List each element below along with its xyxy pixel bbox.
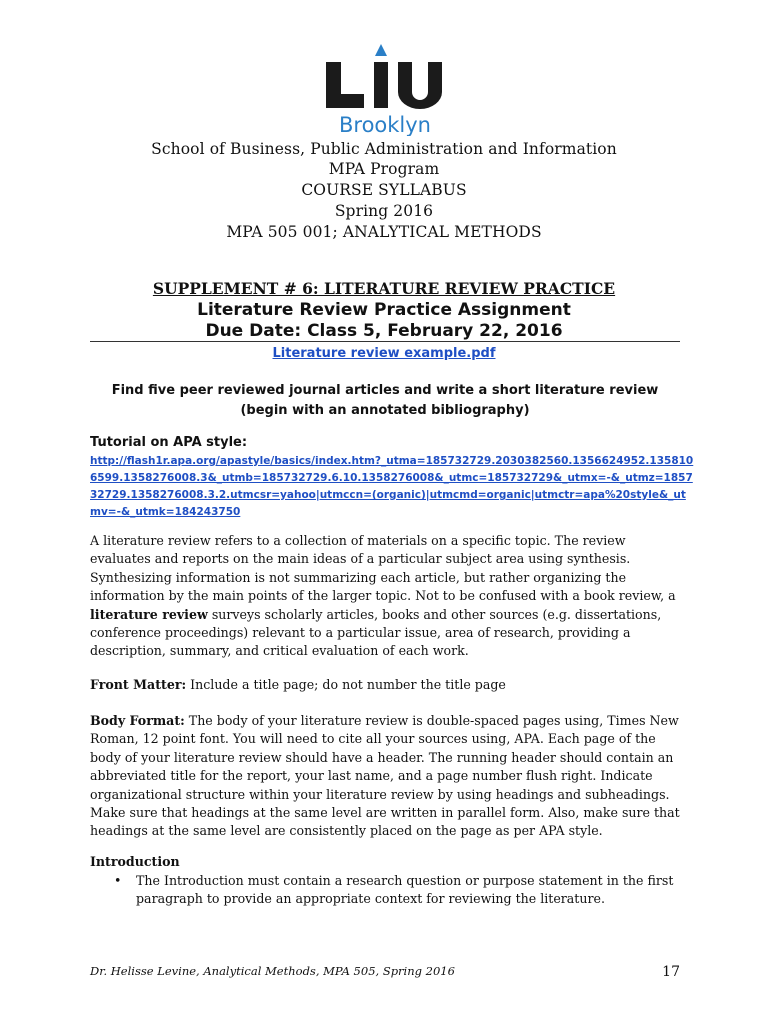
supplement-heading-text: SUPPLEMENT # 6: LITERATURE REVIEW PRACTICE <box>152 279 616 298</box>
body-format-text: The body of your literature review is double-spaced pages using, Times New Roman, 12 point font. You will need to cite all your sources using, APA. Each page of the body of your literature review should have a header. The running header should contain an abbreviated title for the report, your last name, and a page number flush right. Indicate organizational structure within your literature review by using headings and subheadings. Make sure that headings at the same level are written in parallel form. Also, make sure that headings at the same level are consistently placed on the page as per APA style. <box>90 713 680 839</box>
introduction-bullet-text: The Introduction must contain a research question or purpose statement in the first paragraph to provide an appropriate context for reviewing the literature. <box>136 873 674 907</box>
definition-text-start: A literature review refers to a collection of materials on a specific topic. The review evaluates and reports on the main ideas of a particular subject area using synthesis. Synthesizing information is not summarizing each article, but rather organizing the information by the main points of the larger topic. Not to be confused with a book review, a <box>90 533 676 604</box>
assignment-instructions: Find five peer reviewed journal articles and write a short literature review (begin with an annotated bibliography) <box>111 383 659 418</box>
footer-citation: Dr. Helisse Levine, Analytical Methods, MPA 505, Spring 2016 <box>90 964 455 978</box>
course-title: MPA 505 001; ANALYTICAL METHODS <box>226 223 542 241</box>
front-matter-label: Front Matter: <box>90 677 187 692</box>
example-pdf-link[interactable]: Literature review example.pdf <box>272 346 496 361</box>
tutorial-label: Tutorial on APA style: <box>90 435 248 450</box>
supplement-heading <box>0 279 768 298</box>
definition-text-end: surveys scholarly articles, books and other sources (e.g. dissertations, conference proceedings) relevant to a particular issue, area of research, providing a description, summary, and critical evaluation of each work. <box>90 606 662 659</box>
literature-review-definition <box>90 532 690 661</box>
term: Spring 2016 <box>334 202 434 220</box>
liu-brooklyn-logo <box>320 44 450 136</box>
definition-bold-term: literature review <box>90 606 208 622</box>
front-matter-text: Include a title page; do not number the title page <box>186 677 506 692</box>
front-matter-paragraph <box>90 676 690 694</box>
introduction-heading: Introduction <box>90 854 180 869</box>
body-format-paragraph <box>90 712 690 841</box>
tutorial-link[interactable]: http://flash1r.apa.org/apastyle/basics/index.htm?_utma=185732729.2030382560.1356624952.1358106599.1358276008.3&_utmb=185732729.6.10.1358276008&_utmc=185732729&_utmx=-&_utmz=185732729.1358276008.3.2.utmcsr=yahoo|utmccn=(organic)|utmcmd=organic|utmctr=apa%20style&_utmv=-&_utmk=184243750 <box>90 455 694 518</box>
school-name: School of Business, Public Administration and Information <box>151 140 617 158</box>
assignment-title: Literature Review Practice Assignment <box>197 300 571 320</box>
due-date: Due Date: Class 5, February 22, 2016 <box>205 321 563 341</box>
body-format-label: Body Format: <box>90 713 185 728</box>
bullet-icon: • <box>114 873 122 888</box>
document-type: COURSE SYLLABUS <box>301 181 467 199</box>
page-number: 17 <box>662 964 680 980</box>
divider <box>90 341 680 342</box>
program-name: MPA Program <box>328 160 440 178</box>
logo-campus-text: Brooklyn <box>338 113 432 136</box>
